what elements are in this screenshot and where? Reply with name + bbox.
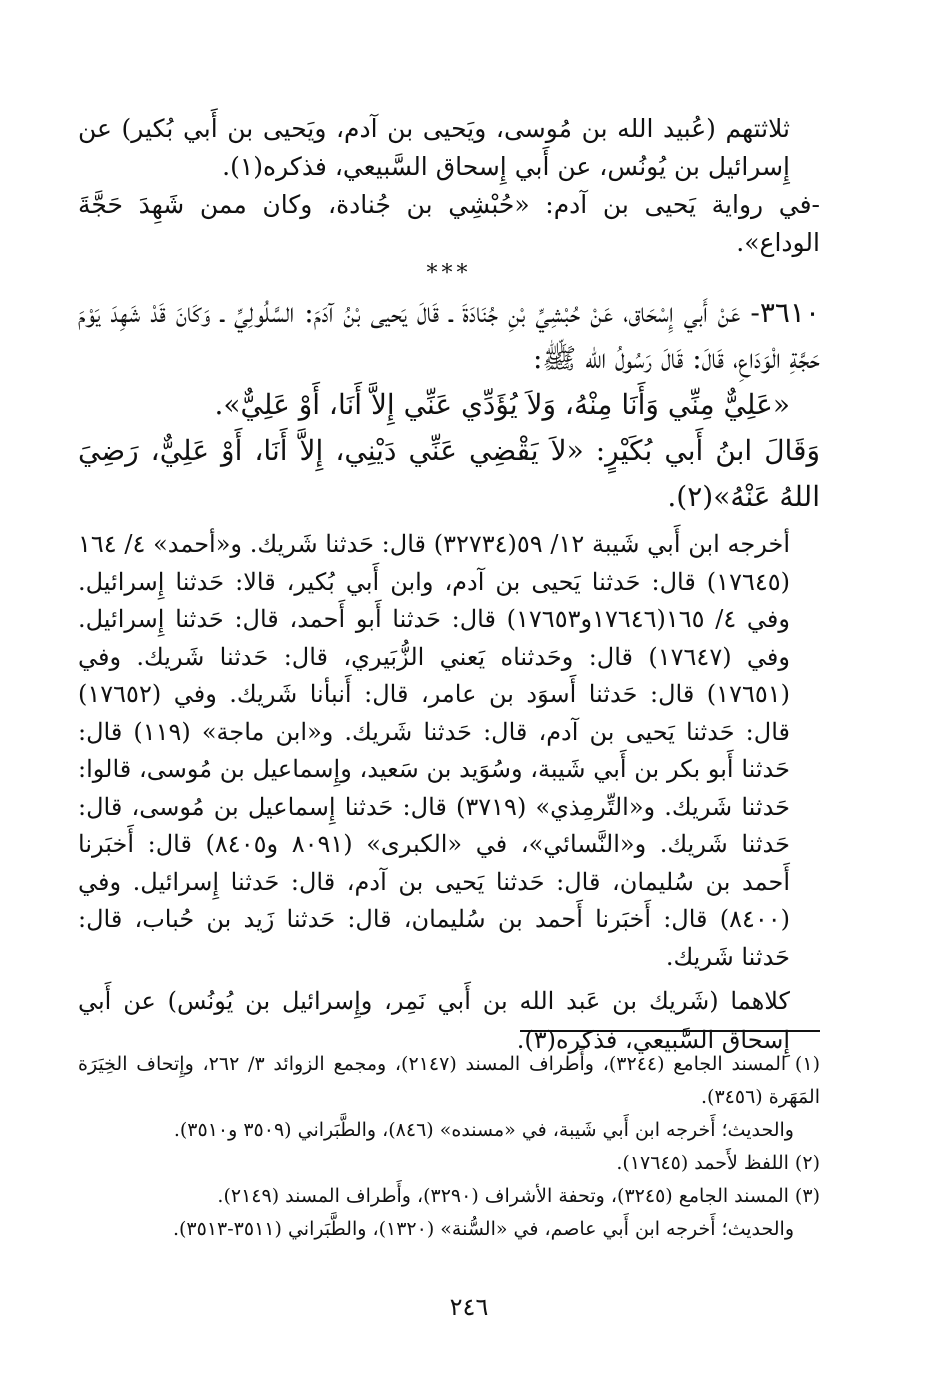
- hadith-text: ٣٦١٠- عَنْ أَبي إِسْحَاق، عَنْ حُبْشِيِّ بْنِ جُنَادَةَ ـ قَالَ يَحيى بْنُ آدَمَ: السَّلُولِيِّ ـ وَكَانَ قَدْ شَهِدَ يَوْمَ حَجَّةِ الْوَدَاعِ، قَالَ: قَالَ رَسُولُ الله ﷺ:: [78, 296, 820, 375]
- footnotes: [78, 1048, 820, 1246]
- intro-paragraph: ثلاثتهم (عُبيد الله بن مُوسى، ويَحيى بن آدم، ويَحيى بن أَبي بُكير) عن إِسرائيل بن يُونُس، عن أَبي إِسحاق السَّبيعي، فذكره(١).: [78, 114, 790, 181]
- takhrij-paragraph: أخرجه ابن أَبي شَيبة ١٢/ ٥٩(٣٢٧٣٤) قال: حَدثنا شَريك. و«أحمد» ٤/ ١٦٤ (١٧٦٤٥) قال: حَدثنا يَحيى بن آدم، وابن أَبي بُكير، قالا: حَدثنا إِسرائيل. وفي ٤/ ١٦٥(١٧٦٤٦و١٧٦٥٣) قال: حَدثنا أَبو أَحمد، قال: حَدثنا إِسرائيل. وفي (١٧٦٤٧) قال: وحَدثناه يَعني الزُّبَيري، قال: حَدثنا شَريك. وفي (١٧٦٥١) قال: حَدثنا أَسوَد بن عامر، قال: أَنبأنا شَريك. وفي (١٧٦٥٢) قال: حَدثنا يَحيى بن آدم، قال: حَدثنا شَريك. و«ابن ماجة» (١١٩) قال: حَدثنا أَبو بكر بن أَبي شَيبة، وسُوَيد بن سَعيد، وإِسماعيل بن مُوسى، قالوا: حَدثنا شَريك. و«التِّرمِذي» (٣٧١٩) قال: حَدثنا إِسماعيل بن مُوسى، قال: حَدثنا شَريك. و«النَّسائي»، في «الكبرى» (٨٠٩١ و٨٤٠٥) قال: أَخبَرنا أَحمد بن سُليمان، قال: حَدثنا يَحيى بن آدم، قال: حَدثنا إِسرائيل. وفي (٨٤٠٠) قال: أَخبَرنا أَحمد بن سُليمان، قال: حَدثنا زَيد بن حُباب، قال: حَدثنا شَريك.: [78, 530, 790, 971]
- footnote-3-detail: والحديث؛ أَخرجه ابن أَبي عاصم، في «السُّنة» (١٣٢٠)، والطَّبَراني (٣٥١١-٣٥١٣).: [172, 1218, 794, 1240]
- footnote-divider: [520, 1030, 820, 1032]
- footnote-1: (١) المسند الجامع (٣٢٤٤)، وأَطراف المسند (٢١٤٧)، ومجمع الزوائد ٣/ ٢٦٢، وإِتحاف الخِيَرَة المَهَرة (٣٤٥٦).: [78, 1053, 820, 1108]
- closing-paragraph: كلاهما (شَريك بن عَبد الله بن أَبي نَمِر، وإِسرائيل بن يُونُس) عن أَبي إِسحاق السَّبيعي، فذكره(٣).: [78, 987, 790, 1054]
- hadith-variant: وَقَالَ ابنُ أَبي بُكَيْرٍ: «لاَ يَقْضِي عَنِّي دَيْنِي، إِلاَّ أَنَا، أَوْ عَلِيٌّ، رَضِيَ اللهُ عَنْهُ»(٢).: [78, 434, 820, 513]
- hadith-quote: «عَلِيٌّ مِنِّي وَأَنَا مِنْهُ، وَلاَ يُؤَدِّي عَنِّي إِلاَّ أَنَا، أَوْ عَلِيٌّ».: [214, 388, 790, 421]
- footnote-1-detail: والحديث؛ أَخرجه ابن أَبي شَيبة، في «مسنده» (٨٤٦)، والطَّبَراني (٣٥٠٩ و٣٥١٠).: [173, 1119, 794, 1141]
- footnote-2: (٢) اللفظ لأَحمد (١٧٦٤٥).: [616, 1152, 820, 1174]
- page-number: ٢٤٦: [449, 1293, 489, 1321]
- footnote-3: (٣) المسند الجامع (٣٢٤٥)، وتحفة الأشراف (٣٢٩٠)، وأَطراف المسند (٢١٤٩).: [217, 1185, 820, 1207]
- section-separator: ***: [426, 261, 472, 286]
- main-text: [78, 110, 820, 1060]
- intro-variant-note: -في رواية يَحيى بن آدم: «حُبْشِي بن جُنادة، وكان ممن شَهِدَ حَجَّةَ الوداع».: [78, 190, 820, 257]
